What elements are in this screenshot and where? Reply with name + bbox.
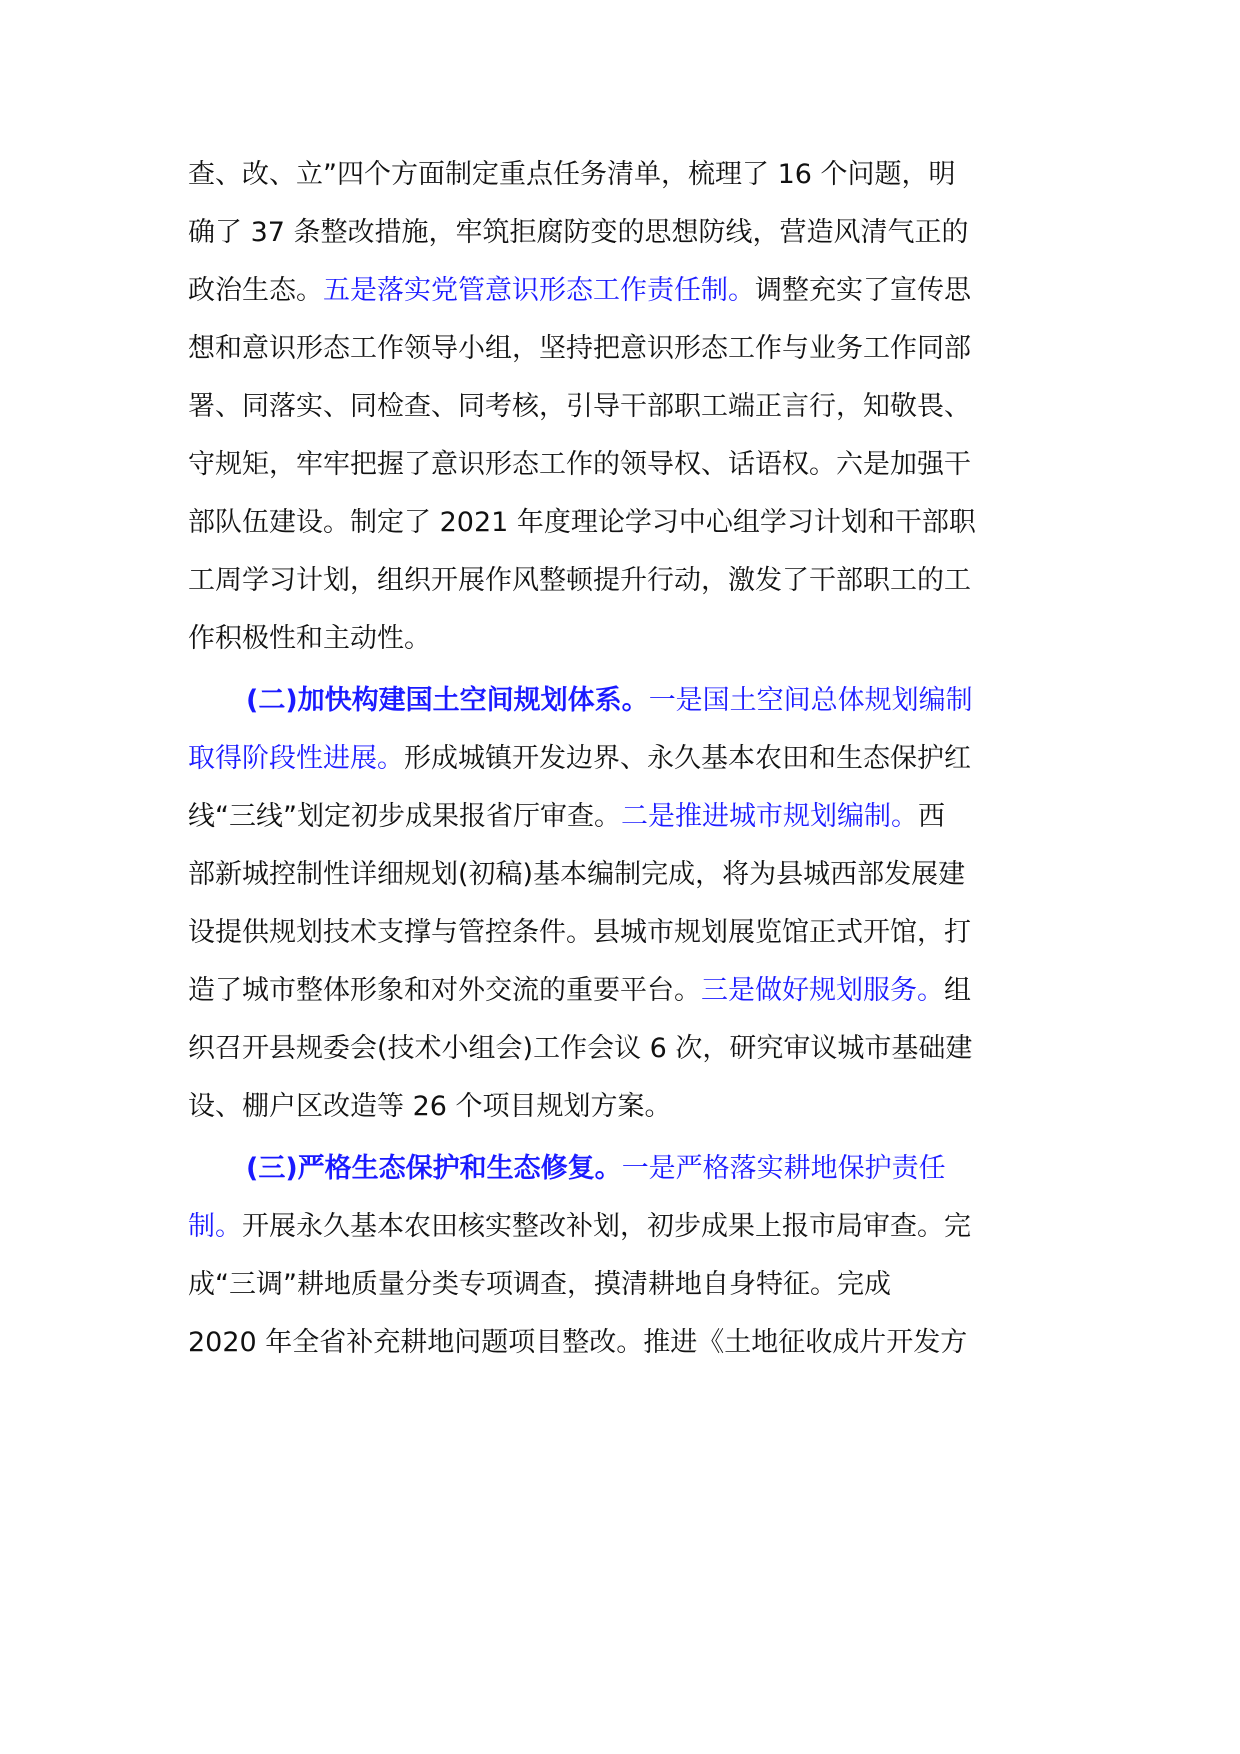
text-segment: 工周学习计划，组织开展作风整顿提升行动，激发了干部职工的工	[188, 565, 971, 596]
text-line	[188, 329, 971, 369]
highlight-text: 三是做好规划服务。	[701, 975, 944, 1006]
text-segment: 作积极性和主动性。	[188, 623, 431, 654]
highlight-text: 二是推进城市规划编制。	[620, 801, 918, 832]
text-line	[188, 855, 965, 895]
highlight-text: 取得阶段性进展。	[188, 743, 404, 774]
text-line	[188, 797, 945, 837]
text-line	[188, 213, 969, 253]
text-segment: 造了城市整体形象和对外交流的重要平台。	[188, 975, 701, 1006]
text-segment: 政治生态。	[188, 275, 323, 306]
text-segment: 设提供规划技术支撑与管控条件。县城市规划展览馆正式开馆，打	[188, 917, 971, 948]
text-line	[188, 971, 971, 1011]
text-line	[188, 913, 971, 953]
section-heading-line	[246, 681, 973, 721]
text-segment: 调整充实了宣传思	[755, 275, 971, 306]
text-segment: 守规矩，牢牢把握了意识形态工作的领导权、话语权。六是加强干	[188, 449, 971, 480]
text-line	[188, 387, 971, 427]
text-segment: 部队伍建设。制定了 2021 年度理论学习中心组学习计划和干部职	[188, 507, 976, 538]
text-segment: 署、同落实、同检查、同考核，引导干部职工端正言行，知敬畏、	[188, 391, 971, 422]
text-segment: 开展永久基本农田核实整改补划，初步成果上报市局审查。完	[242, 1211, 971, 1242]
text-segment: 成“三调”耕地质量分类专项调查，摸清耕地自身特征。完成	[188, 1269, 891, 1300]
text-segment: 线“三线”划定初步成果报省厅审查。	[188, 801, 621, 832]
text-segment: 部新城控制性详细规划(初稿)基本编制完成，将为县城西部发展建	[188, 859, 966, 890]
text-segment: 组	[944, 975, 971, 1006]
text-line	[188, 155, 956, 195]
text-segment: 确了 37 条整改措施，牢筑拒腐防变的思想防线，营造风清气正的	[188, 217, 969, 248]
text-line	[188, 1265, 891, 1305]
text-line	[188, 619, 431, 659]
highlight-text: 制。	[188, 1211, 242, 1242]
highlight-text: 一是严格落实耕地保护责任	[621, 1153, 946, 1184]
text-segment: 2020 年全省补充耕地问题项目整改。推进《土地征收成片开发方	[188, 1327, 968, 1358]
text-segment: 西	[917, 801, 945, 832]
text-line	[188, 503, 976, 543]
text-line	[188, 445, 971, 485]
highlight-text: 一是国土空间总体规划编制	[648, 685, 973, 716]
text-line	[188, 271, 971, 311]
text-line	[188, 739, 971, 779]
text-line	[188, 1029, 972, 1069]
text-line	[188, 1207, 971, 1247]
section-heading-line	[246, 1149, 946, 1189]
text-line	[188, 1323, 967, 1363]
text-segment: 形成城镇开发边界、永久基本农田和生态保护红	[404, 743, 971, 774]
text-segment: 查、改、立”四个方面制定重点任务清单，梳理了 16 个问题，明	[188, 159, 956, 190]
section-heading: (二)加快构建国土空间规划体系。	[246, 685, 649, 716]
section-heading: (三)严格生态保护和生态修复。	[246, 1153, 622, 1184]
highlight-text: 五是落实党管意识形态工作责任制。	[323, 275, 755, 306]
text-line	[188, 1087, 672, 1127]
text-segment: 织召开县规委会(技术小组会)工作会议 6 次，研究审议城市基础建	[188, 1033, 973, 1064]
text-segment: 设、棚户区改造等 26 个项目规划方案。	[188, 1091, 672, 1122]
text-segment: 想和意识形态工作领导小组，坚持把意识形态工作与业务工作同部	[188, 333, 971, 364]
text-line	[188, 561, 971, 601]
